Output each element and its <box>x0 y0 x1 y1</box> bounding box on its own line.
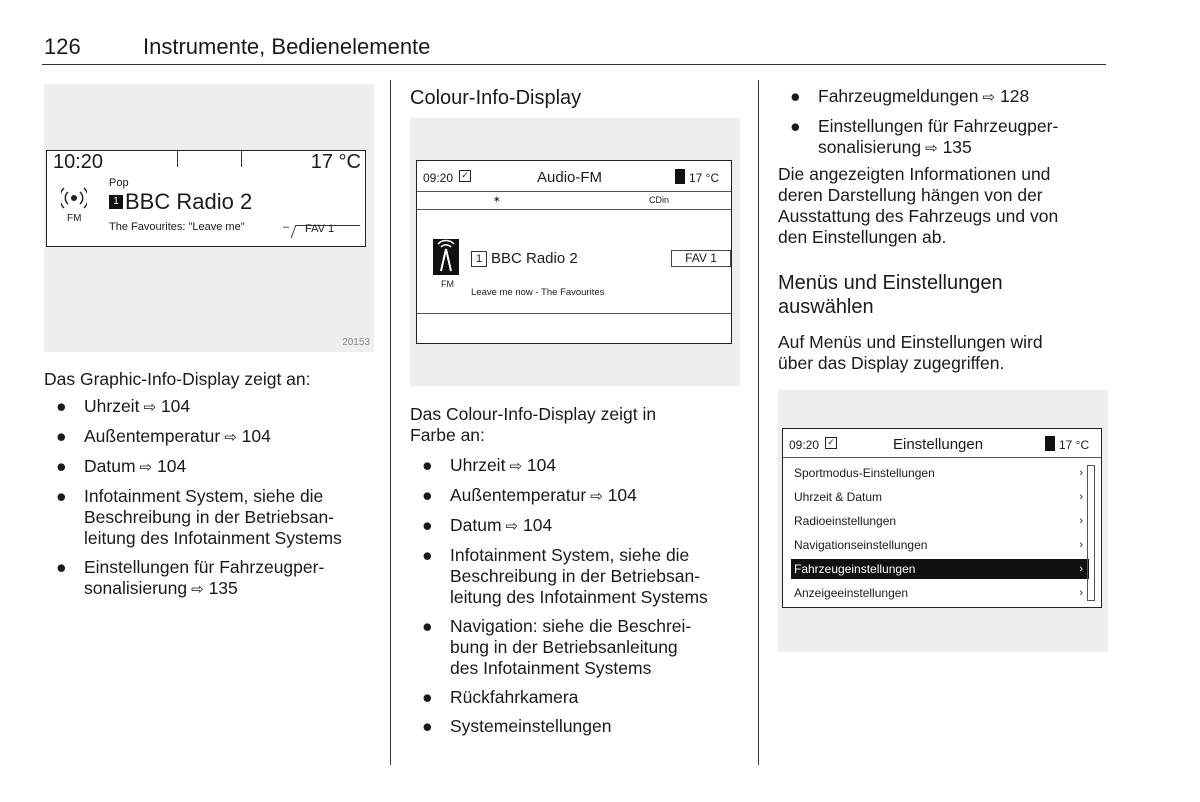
menu-item-selected[interactable]: Fahrzeugeinstellungen › <box>791 559 1089 579</box>
list-item: ● Systemeinstellungen <box>422 716 612 736</box>
chevron-right-icon: › <box>1079 467 1083 479</box>
col3-list <box>778 86 1108 167</box>
page-title: Instrumente, Bedienelemente <box>143 34 431 59</box>
col1-intro: Das Graphic-Info-Display zeigt an: <box>44 369 311 389</box>
list-item: ● Datum ⇨ 104 <box>422 515 553 535</box>
cid-rule <box>417 313 731 314</box>
page-number: 126 <box>44 34 81 59</box>
menu-item[interactable]: Sportmodus-Einstellungen › <box>791 463 1089 483</box>
list-item: ● Rückfahrkamera <box>422 687 579 707</box>
header-rule <box>42 64 1106 65</box>
graphic-info-display-figure <box>44 84 374 352</box>
radio-tower-icon <box>433 239 459 275</box>
cid-fav-button: FAV 1 <box>671 250 731 267</box>
list-item: ● Einstellungen für Fahrzeugper- sonalisierung ⇨ 135 <box>790 116 1059 157</box>
list-item: ● Navigation: siehe die Beschrei- bung in der Betriebsanleitung des Infotainment Systems <box>422 616 692 678</box>
colour-info-display-figure <box>410 118 740 386</box>
gid-genre: Pop <box>109 177 129 189</box>
chevron-right-icon: › <box>1079 539 1083 551</box>
menu-item[interactable]: Anzeigeeinstellungen › <box>791 583 1089 603</box>
settings-display-figure <box>778 390 1108 652</box>
col2-intro: Das Colour-Info-Display zeigt in Farbe an: <box>410 404 657 445</box>
clock-check-icon: ✓ <box>459 170 471 182</box>
menu-item[interactable]: Navigationseinstellungen › <box>791 535 1089 555</box>
cid-time: 09:20 <box>423 171 454 185</box>
gid-fav: FAV 1 <box>305 223 335 235</box>
sd-time: 09:20 <box>789 438 820 452</box>
col2-list <box>410 455 755 745</box>
gid-time: 10:20 <box>53 151 104 173</box>
sd-title: Einstellungen <box>893 436 984 453</box>
chevron-right-icon: › <box>1079 491 1083 503</box>
sd-rule <box>783 457 1101 458</box>
list-item: ● Datum ⇨ 104 <box>56 456 187 476</box>
figure-ref-number: 20153 <box>342 337 370 348</box>
gid-dash: – <box>283 221 290 233</box>
col3-heading: Menüs und Einstellungen auswählen <box>778 272 1003 318</box>
colour-info-screen <box>416 160 732 344</box>
cid-title: Audio-FM <box>537 169 603 186</box>
chevron-right-icon: › <box>1079 515 1083 527</box>
cid-song: Leave me now - The Favourites <box>471 287 605 298</box>
list-item: ● Infotainment System, siehe die Beschreibung in der Betriebsan- leitung des Infotainment Systems <box>56 486 342 548</box>
thermometer-icon <box>1045 436 1055 451</box>
bluetooth-icon: ∗ <box>493 194 501 204</box>
gid-band: FM <box>67 213 82 224</box>
gid-song: The Favourites: "Leave me" <box>109 221 245 233</box>
cid-preset-badge: 1 <box>471 251 487 267</box>
list-item: ● Uhrzeit ⇨ 104 <box>56 396 191 416</box>
gid-tick <box>177 151 178 167</box>
menu-item[interactable]: Radioeinstellungen › <box>791 511 1089 531</box>
graphic-info-screen <box>46 150 366 247</box>
list-item: ● Infotainment System, siehe die Beschreibung in der Betriebsan- leitung des Infotainment Systems <box>422 545 708 607</box>
list-item: ● Einstellungen für Fahrzeugper- sonalisierung ⇨ 135 <box>56 557 325 598</box>
thermometer-icon <box>675 169 685 184</box>
col1-list <box>44 396 384 608</box>
chevron-right-icon: › <box>1079 563 1083 575</box>
col3-paragraph: Die angezeigten Informationen und deren Darstellung hängen von der Ausstattung des Fahrzeugs und von den Einstellungen ab. <box>778 164 1059 247</box>
clock-check-icon: ✓ <box>825 437 837 449</box>
list-item: ● Fahrzeugmeldungen ⇨ 128 <box>790 86 1030 106</box>
gid-tick <box>241 151 242 167</box>
cid-rule <box>417 209 731 210</box>
cid-temperature: 17 °C <box>689 171 720 185</box>
sd-temperature: 17 °C <box>1059 438 1090 452</box>
chevron-right-icon: › <box>1079 587 1083 599</box>
list-item: ● Uhrzeit ⇨ 104 <box>422 455 557 475</box>
list-item: ● Außentemperatur ⇨ 104 <box>56 426 271 446</box>
column-divider-2 <box>758 80 759 765</box>
gid-temperature: 17 °C <box>310 151 361 173</box>
settings-screen <box>782 428 1102 608</box>
col3-paragraph-2: Auf Menüs und Einstellungen wird über das Display zugegriffen. <box>778 332 1043 373</box>
menu-scrollbar[interactable] <box>1087 465 1095 601</box>
cid-cdin: CDin <box>649 195 670 205</box>
list-item: ● Außentemperatur ⇨ 104 <box>422 485 637 505</box>
menu-item[interactable]: Uhrzeit & Datum › <box>791 487 1089 507</box>
cid-band: FM <box>441 279 454 289</box>
col2-heading: Colour-Info-Display <box>410 87 582 109</box>
gid-preset-badge: 1 <box>109 195 123 209</box>
radio-antenna-icon <box>61 185 87 211</box>
gid-station: BBC Radio 2 <box>125 189 253 214</box>
cid-station: BBC Radio 2 <box>491 250 578 267</box>
column-divider-1 <box>390 80 391 765</box>
cid-rule <box>417 191 731 192</box>
